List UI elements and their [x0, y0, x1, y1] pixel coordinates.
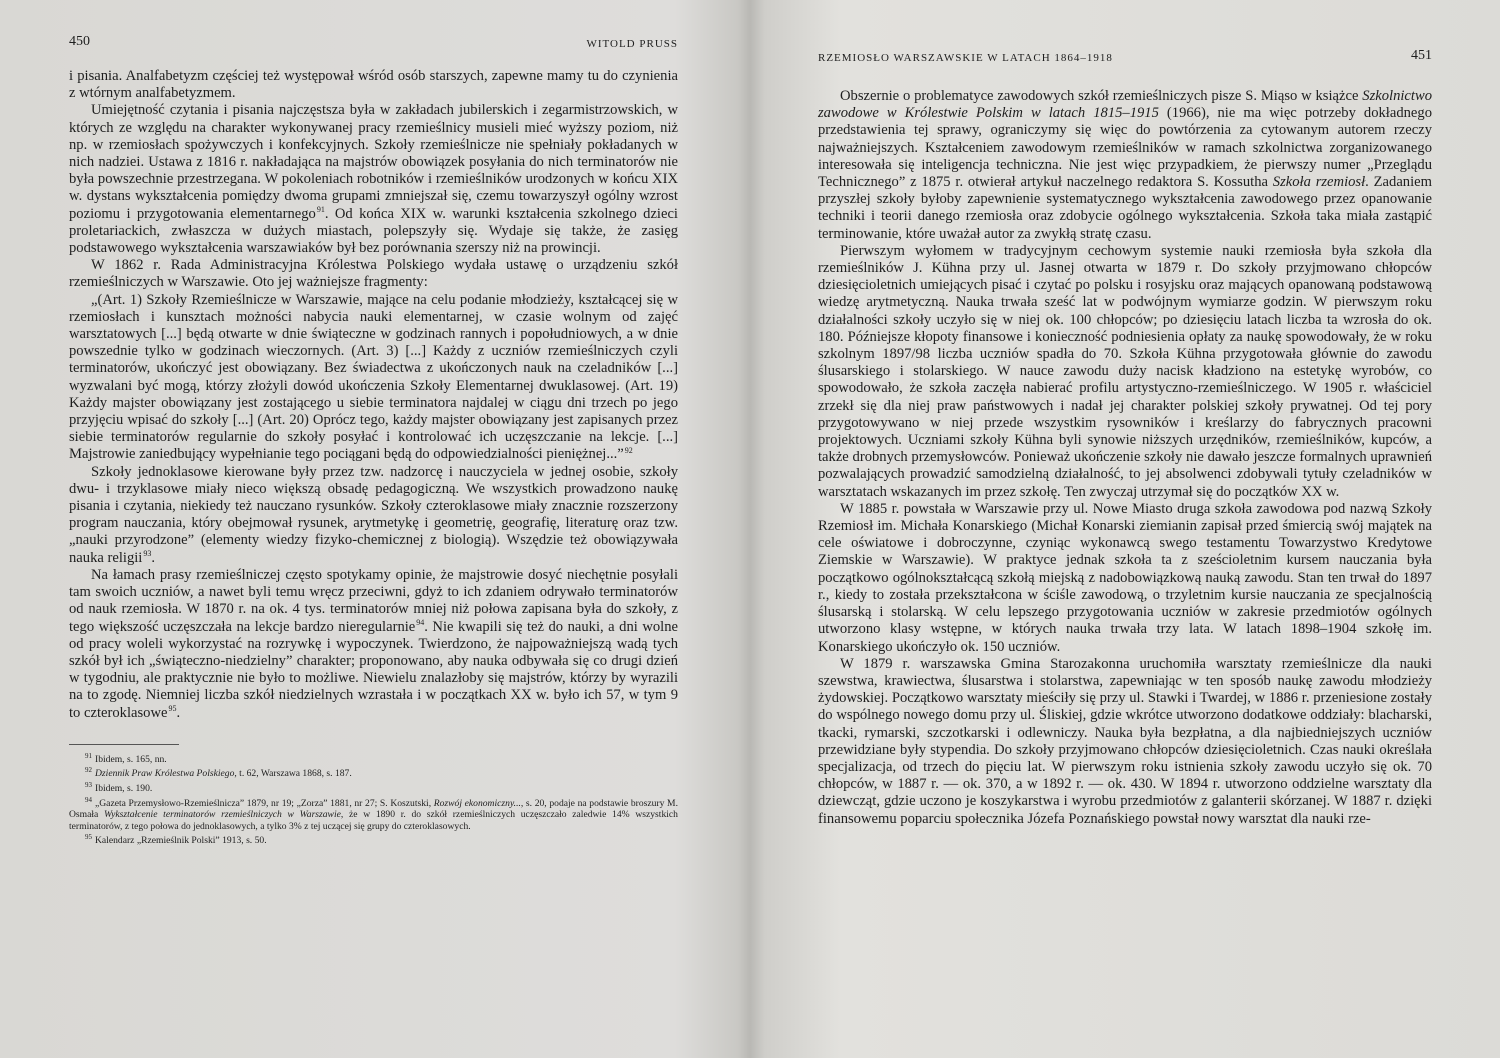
left-page-number: 450 — [69, 34, 90, 49]
footnote-92 — [69, 765, 678, 780]
left-body-text — [69, 68, 678, 722]
left-paragraph: „(Art. 1) Szkoły Rzemieślnicze w Warszawie, mające na celu podanie młodzieży, kształcącej się w rzemiosłach i kunsztach możności nabycia nauki elementarnej, w czasie wolnym od zajęć warsztatowych [...] będą otwarte w dnie świąteczne w godzinach rannych i popołudniowych, a w dnie powszednie tylko w godzinach wieczornych. (Art. 3) [...] Każdy z uczniów rzemieślniczych czyli terminatorów, ukończyć jest obowiązany. Bez świadectwa z ukończonych nauk na czeladników [...] wyzwalani być mogą, którzy złożyli dowód ukończenia Szkoły Elementarnej dwuklasowej. (Art. 19) Każdy majster obowiązany jest zostającego u siebie terminatora najdalej w ciągu dni trzech po jego przyjęciu wpisać do szkoły [...] (Art. 20) Oprócz tego, każdy majster obowiązany jest zapisanych przez siebie terminatorów regularnie do szkoły posyłać i kontrolować ich uczęszczanie na lekcje. [...] Majstrowie zaniedbujący wypełnianie tego pociągani będą do odpowiedzialności pieniężnej...”$^{92}$ — [69, 291, 678, 463]
footnote-number: 94 — [85, 795, 92, 804]
footnote-text: Kalendarz „Rzemieślnik Polski” 1913, s. 50. — [95, 835, 267, 847]
left-paragraph: Szkoły jednoklasowe kierowane były przez tzw. nadzorcę i nauczyciela w jednej osobie, szkoły dwu- i trzyklasowe miały nieco większą obsadę pedagogiczną. We wszystkich prowadzono naukę pisania i czytania, niekiedy też nauczano rysunków. Szkoły czteroklasowe miały znacznie rozszerzony program nauczania, który obejmował rysunek, arytmetykę i geometrię, geografię, literaturę oraz tzw. „nauki przyrodzone” (elementy wiedzy fizyko-chemicznej z biologią). Wszędzie też obowiązywała nauka religii$^{93}$. — [69, 463, 678, 566]
right-paragraph: Pierwszym wyłomem w tradycyjnym cechowym systemie nauki rzemiosła była szkoła dla rzemieślników J. Kühna przy ul. Jasnej otwarta w 1879 r. Do szkoły przyjmowano chłopców dziesięcioletnich umiejących pisać i czytać po polsku i rosyjsku oraz mających opanowaną podstawową wiedzę arytmetyczną. Nauka trwała sześć lat w podwójnym wymiarze godzin. W pierwszym roku działalności szkoły uczyło się w niej ok. 100 chłopców; po dziesięciu latach liczba ta wzrosła do ok. 180. Późniejsze kłopoty finansowe i konieczność podniesienia opłaty za naukę spowodowały, że w roku szkolnym 1897/98 liczba uczniów spadła do 70. Szkoła Kühna przygotowała głównie do zawodu ślusarskiego i stolarskiego. W nauce zawodu duży nacisk kładziono na estetykę wyrobów, co spowodowało, że szkoła zaczęła nabierać profilu artystyczno-rzemieślniczego. W 1905 r. właściciel zrzekł się dla niej praw państwowych i nadał jej charakter polskiej szkoły prywatnej. Od tej pory przygotowywano w niej przede wszystkim rysowników i kreślarzy do fabrycznych pracowni projektowych. Uczniami szkoły Kühna byli synowie niższych urzędników, rzemieślników, kupców, a także drobnych przemysłowców. Ponieważ ukończenie szkoły nie dawało jeszcze formalnych uprawnień pozwalających prowadzić samodzielną działalność, to jej absolwenci zdobywali tytuły czeladników w warsztatach wskazanych im przez szkołę. Ten zwyczaj utrzymał się do początków XX w. — [818, 242, 1432, 500]
footnote-93 — [69, 780, 678, 795]
footnote-95 — [69, 832, 678, 847]
left-running-head — [69, 34, 678, 54]
right-running-title: RZEMIOSŁO WARSZAWSKIE W LATACH 1864–1918 — [818, 52, 1113, 64]
left-running-title: WITOLD PRUSS — [586, 38, 678, 50]
footnote-text: „Gazeta Przemysłowo-Rzemieślnicza” 1879, nr 19; „Zorza” 1881, nr 27; S. Koszutski, Rozwój ekonomiczny..., s. 20, podaje na podstawie broszury M. Osmała Wykształcenie terminatorów rzemieślniczych w Warszawie, że w 1890 r. do szkół rzemieślniczych uczęszczało zaledwie 14% wszystkich terminatorów, z tego połowa do jednoklasowych, a tylko 3% z tej uczącej się grupy do czteroklasowych. — [69, 797, 678, 832]
left-paragraph: i pisania. Analfabetyzm częściej też występował wśród osób starszych, zapewne mamy tu do czynienia z wtórnym analfabetyzmem. — [69, 68, 678, 102]
footnote-text: Dziennik Praw Królestwa Polskiego, t. 62, Warszawa 1868, s. 187. — [95, 768, 352, 780]
left-paragraph: Umiejętność czytania i pisania najczęstsza była w zakładach jubilerskich i zegarmistrzowskich, w których ze względu na charakter wykonywanej pracy rzemieślnicy musieli mieć wyższy poziom, niż np. w rzemiosłach spożywczych i konfekcyjnych. Szkoły rzemieślnicze nie spełniały pokładanych w nich nadziei. Ustawa z 1816 r. nakładająca na majstrów obowiązek posyłania do nich terminatorów nie była powszechnie przestrzegana. W pokoleniach robotników i rzemieślników urodzonych w końcu XIX w. dystans wykształcenia pomiędzy dwoma grupami zmniejszał się, czemu towarzyszył ogólny wzrost poziomu i przygotowania elementarnego$^{91}$. Od końca XIX w. warunki kształcenia szkolnego dzieci proletariackich, zwłaszcza w dużych miastach, polepszyły się. Wydaje się także, że zasięg podstawowego wykształcenia warszawiaków był bez porównania szerszy niż na prowincji. — [69, 102, 678, 257]
right-running-head — [818, 46, 1432, 66]
footnote-number: 92 — [85, 766, 92, 775]
footnote-number: 95 — [85, 832, 92, 841]
right-body-text — [818, 88, 1432, 828]
right-paragraph: Obszernie o problematyce zawodowych szkół rzemieślniczych pisze S. Miąso w książce Szkolnictwo zawodowe w Królestwie Polskim w latach 1815–1915 (1966), nie ma więc potrzeby dokładnego przedstawienia tej sprawy, ograniczymy się więc do powtórzenia za cytowanym autorem rzeczy najważniejszych. Kształceniem zawodowym rzemieślników w ramach szkolnictwa zorganizowanego interesowała się inteligencja techniczna. Nie jest więc przypadkiem, że pierwszy numer „Przeglądu Technicznego” z 1875 r. otwierał artykuł naczelnego redaktora S. Kossutha Szkoła rzemiosł. Zadaniem przyszłej szkoły byłoby zapewnienie systematycznego wykształcenia zawodowego przez opanowanie techniki i teorii danego rzemiosła oraz zdobycie ogólnego wykształcenia. Szkoła taka miała zastąpić terminowanie, które uważał autor za zwykłą stratę czasu. — [818, 88, 1433, 242]
left-paragraph: W 1862 r. Rada Administracyjna Królestwa Polskiego wydała ustawę o urządzeniu szkół rzemieślniczych w Warszawie. Oto jej ważniejsze fragmenty: — [69, 257, 678, 291]
left-page — [0, 0, 748, 1058]
right-page-number: 451 — [1411, 48, 1432, 63]
footnote-91 — [69, 751, 678, 766]
left-footnotes — [69, 751, 678, 847]
right-paragraph: W 1879 r. warszawska Gmina Starozakonna uruchomiła warsztaty rzemieślnicze dla nauki szewstwa, krawiectwa, ślusarstwa i stolarstwa, zapewniając w ten sposób naukę zawodu młodzieży żydowskiej. Początkowo warsztaty mieściły się przy ul. Stawki i Twardej, w 1886 r. przeniesione zostały do wspólnego nowego domu przy ul. Śliskiej, gdzie wkrótce utworzono dodatkowe oddziały: blacharski, tkacki, rymarski, szczotkarski i odlewniczy. Nauka była bezpłatna, a dla najbiedniejszych uczniów przewidziane były stypendia. Do szkoły przyjmowano chłopców dziesięcioletnich. Czas nauki określała specjalizacja, od trzech do pięciu lat. W pierwszym roku istnienia szkoły zawodu uczyło się ok. 70 chłopców, w 1887 r. — ok. 370, a w 1892 r. — ok. 430. W 1894 r. utworzono oddzielne warsztaty dla dziewcząt, gdzie uczono je koszykarstwa i wyrobu przedmiotów z galanterii skórzanej. W 1887 r. dzięki finansowemu poparciu społecznika Józefa Poznańskiego powstał nowy warsztat dla nauki rze- — [818, 655, 1432, 827]
right-page — [752, 0, 1500, 1058]
footnote-text: Ibidem, s. 165, nn. — [95, 753, 167, 765]
footnote-text: Ibidem, s. 190. — [95, 783, 153, 795]
footnote-number: 93 — [85, 780, 92, 789]
footnote-rule — [69, 744, 179, 745]
footnote-94 — [69, 795, 678, 832]
right-paragraph: W 1885 r. powstała w Warszawie przy ul. Nowe Miasto druga szkoła zawodowa pod nazwą Szkoły Rzemiosł im. Michała Konarskiego (Michał Konarski ziemianin zapisał przed śmiercią swój majątek na cele oświatowe i dobroczynne, czyniąc wykonawcą swego testamentu Towarzystwo Kredytowe Ziemskie w Warszawie). W praktyce jednak szkoła ta z sześcioletnim kursem nauczania była początkowo ogólnokształcącą szkołą miejską z nadobowiązkową nauką zawodu. Stan ten trwał do 1897 r., kiedy to została przekształcona w ściśle zawodową, o trzyletnim kursie nauczania ze specjalnością ślusarską i stolarską. W celu lepszego przygotowania uczniów w zakresie przedmiotów ogólnych utworzono klasy wstępne, w których nauka trwała trzy lata. W latach 1898–1904 szkołę im. Konarskiego ukończyło ok. 150 uczniów. — [818, 500, 1432, 655]
left-paragraph: Na łamach prasy rzemieślniczej często spotykamy opinie, że majstrowie dosyć niechętnie posyłali tam swoich uczniów, a nawet byli temu wręcz przeciwni, gdyż to ich zdaniem odrywało terminatorów od nauk rzemiosła. W 1870 r. na ok. 4 tys. terminatorów mniej niż połowa zapisana była do szkoły, z tego większość uczęszczała na lekcje bardzo nieregularnie$^{94}$. Nie kwapili się też do nauki, a dni wolne od pracy woleli wykorzystać na rozrywkę i wypoczynek. Twierdzono, że najpoważniejszą wadą tych szkół był ich „świąteczno-niedzielny” charakter; proponowano, aby nauka odbywała się co drugi dzień w tygodniu, ale praktycznie nie było to możliwe. Niewielu znalazłoby się majstrów, którzy by wyrazili na to zgodę. Niemniej liczba szkół niedzielnych wzrastała i w początkach XX w. było ich 57, w tym 9 to czteroklasowe$^{95}$. — [69, 566, 678, 721]
footnote-number: 91 — [85, 751, 92, 760]
